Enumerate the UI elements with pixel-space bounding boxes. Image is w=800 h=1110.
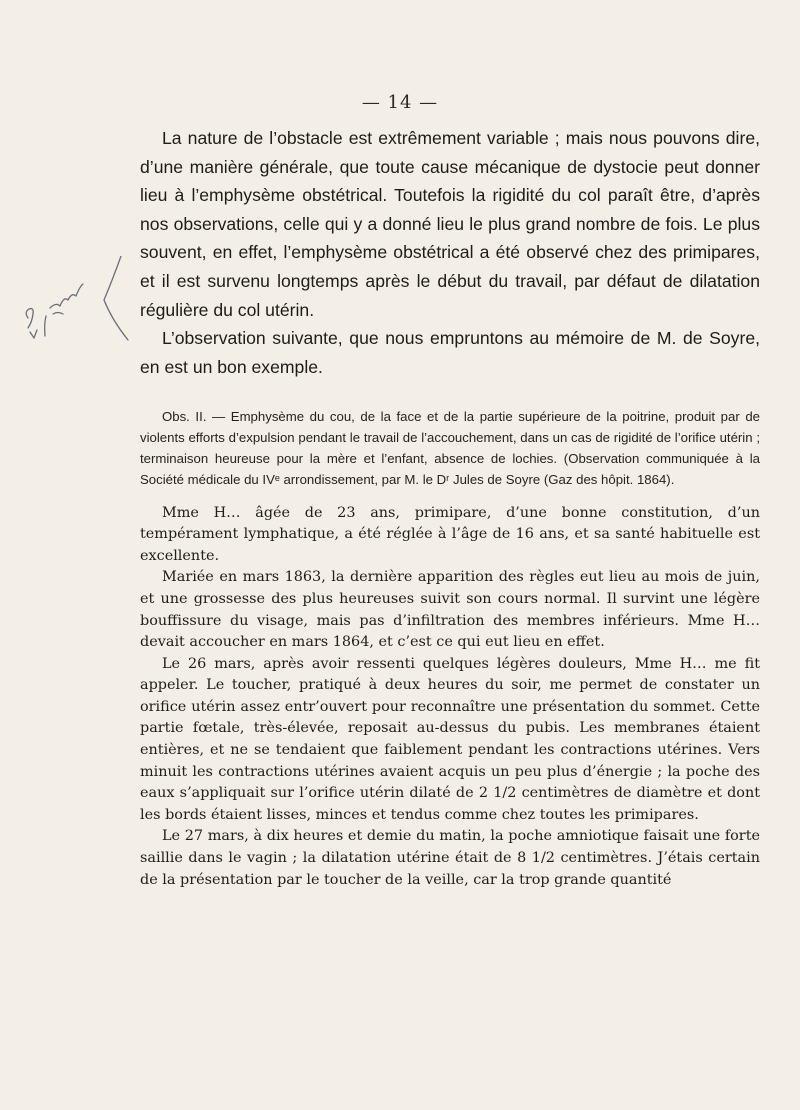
case-paragraph: Mme H… âgée de 23 ans, primipare, d’une bonne constitution, d’un tempérament lymphatique, a été réglée à l’âge de 16 ans, et sa santé habituelle est excellente. <box>140 504 760 564</box>
case-paragraph: Le 27 mars, à dix heures et demie du matin, la poche amniotique faisait une forte saillie dans le vagin ; la dilatation utérine était de 8 1/2 centimètres. J’étais certain de la présentation par le toucher de la veille, car la trop grande quantité <box>140 828 760 888</box>
case-paragraph: Le 26 mars, après avoir ressenti quelques légères douleurs, Mme H… me fit appeler. Le toucher, pratiqué à deux heures du soir, me permet de constater un orifice utérin assez entr’ouvert pour reconnaître une présentation du sommet. Cette partie fœtale, très-élevée, reposait au-dessus du pubis. Les membranes étaient entières, et ne se tendaient que faiblement pendant les contractions utérines. Vers minuit les contractions utérines avaient acquis un peu plus d’énergie ; la poche des eaux s’appliquait sur l’orifice utérin dilaté de 2 1/2 centimètres de diamètre et dont les bords étaient lisses, minces et tendus comme chez toutes les primipares. <box>140 655 760 823</box>
intro-paragraph: L’observation suivante, que nous empruntons au mémoire de M. de Soyre, en est un bon exemple. <box>140 328 760 377</box>
observation-header: Obs. II. — Emphysème du cou, de la face et de la partie supérieure de la poitrine, produit par de violents efforts d’expulsion pendant le travail de l’accouchement, dans un cas de rigidité de l’orifice utérin ; terminaison heureuse pour la mère et l’enfant, absence de lochies. (Observation communiquée à la Société médicale du IVᵉ arrondissement, par M. le Dʳ Jules de Soyre (Gaz des hôpit. 1864). <box>140 409 760 487</box>
main-text-column <box>140 124 760 891</box>
case-paragraph: Mariée en mars 1863, la dernière apparition des règles eut lieu au mois de juin, et une grossesse des plus heureuses suivit son cours normal. Il survint une légère bouffissure du visage, mais pas d’infiltration des membres inférieurs. Mme H… devait accoucher en mars 1864, et c’est ce qui eut lieu en effet. <box>140 569 760 651</box>
page-number: — 14 — <box>361 92 439 113</box>
intro-paragraph: La nature de l’obstacle est extrêmement variable ; mais nous pouvons dire, d’une manière générale, que toute cause mécanique de dystocie peut donner lieu à l’emphysème obstétrical. Toutefois la rigidité du col paraît être, d’après nos observations, celle qui y a donné lieu le plus grand nombre de fois. Le plus souvent, en effet, l’emphysème obstétrical a été observé chez des primipares, et il est survenu longtemps après le début du travail, par défaut de dilatation régulière du col utérin. <box>140 128 760 320</box>
handwritten-margin-annotation <box>20 256 130 366</box>
